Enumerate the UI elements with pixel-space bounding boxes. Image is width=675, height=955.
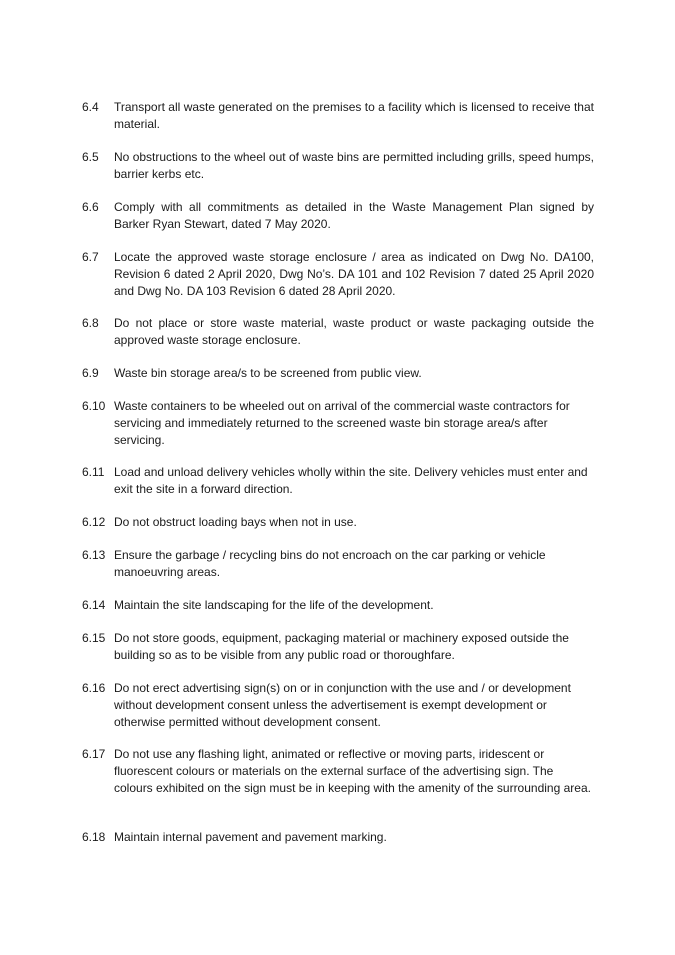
clause-6-15 <box>82 630 594 664</box>
clause-text: Do not use any flashing light, animated or reflective or moving parts, iridescent or fluorescent colours or materials on the external surface of the advertising sign. The colours exhibited on the sign must be in keeping with the amenity of the surrounding area. <box>114 747 591 795</box>
clause-number: 6.7 <box>82 250 99 264</box>
clause-number: 6.17 <box>82 747 106 761</box>
clause-text: Maintain internal pavement and pavement marking. <box>114 830 387 844</box>
clause-6-10 <box>82 398 594 448</box>
clause-text: Transport all waste generated on the premises to a facility which is licensed to receive that material. <box>114 100 594 131</box>
clause-6-7 <box>82 249 594 299</box>
clause-number: 6.10 <box>82 399 106 413</box>
clause-text: Do not store goods, equipment, packaging material or machinery exposed outside the building so as to be visible from any public road or thoroughfare. <box>114 631 569 662</box>
clause-text: Do not erect advertising sign(s) on or in conjunction with the use and / or development without development consent unless the advertisement is exempt development or otherwise permitted without development consent. <box>114 681 571 729</box>
clause-text: Waste containers to be wheeled out on arrival of the commercial waste contractors for servicing and immediately returned to the screened waste bin storage area/s after servicing. <box>114 399 570 447</box>
clause-number: 6.12 <box>82 515 106 529</box>
clause-number: 6.4 <box>82 100 99 114</box>
clause-text: No obstructions to the wheel out of waste bins are permitted including grills, speed humps, barrier kerbs etc. <box>114 150 594 181</box>
clause-number: 6.11 <box>82 465 105 479</box>
clause-text: Comply with all commitments as detailed in the Waste Management Plan signed by Barker Ryan Stewart, dated 7 May 2020. <box>114 200 594 231</box>
clause-text: Locate the approved waste storage enclosure / area as indicated on Dwg No. DA100, Revision 6 dated 2 April 2020, Dwg No’s. DA 101 and 102 Revision 7 dated 25 April 2020 and Dwg No. DA 103 Revision 6 dated 28 April 2020. <box>114 250 594 298</box>
clause-number: 6.14 <box>82 598 106 612</box>
clause-6-13 <box>82 547 594 581</box>
clause-6-16 <box>82 680 594 730</box>
clause-text: Do not obstruct loading bays when not in use. <box>114 515 357 529</box>
clause-number: 6.6 <box>82 200 99 214</box>
clause-6-11 <box>82 464 594 498</box>
clause-text: Maintain the site landscaping for the life of the development. <box>114 598 434 612</box>
clause-6-5 <box>82 149 594 183</box>
clause-text: Waste bin storage area/s to be screened from public view. <box>114 366 422 380</box>
clause-6-17 <box>82 746 594 796</box>
clause-number: 6.9 <box>82 366 99 380</box>
clause-number: 6.16 <box>82 681 106 695</box>
clause-6-12 <box>82 514 594 531</box>
clause-6-9 <box>82 365 594 382</box>
clause-number: 6.8 <box>82 316 99 330</box>
clause-text: Ensure the garbage / recycling bins do not encroach on the car parking or vehicle manoeuvring areas. <box>114 548 546 579</box>
clause-number: 6.5 <box>82 150 99 164</box>
clause-6-6 <box>82 199 594 233</box>
clause-number: 6.18 <box>82 830 106 844</box>
clause-6-18 <box>82 829 594 846</box>
clause-6-8 <box>82 315 594 349</box>
clause-number: 6.15 <box>82 631 106 645</box>
clause-text: Load and unload delivery vehicles wholly within the site. Delivery vehicles must enter and exit the site in a forward direction. <box>114 465 588 496</box>
clause-text: Do not place or store waste material, waste product or waste packaging outside the approved waste storage enclosure. <box>114 316 594 347</box>
clause-6-4 <box>82 99 594 133</box>
clause-number: 6.13 <box>82 548 106 562</box>
clause-6-14 <box>82 597 594 614</box>
